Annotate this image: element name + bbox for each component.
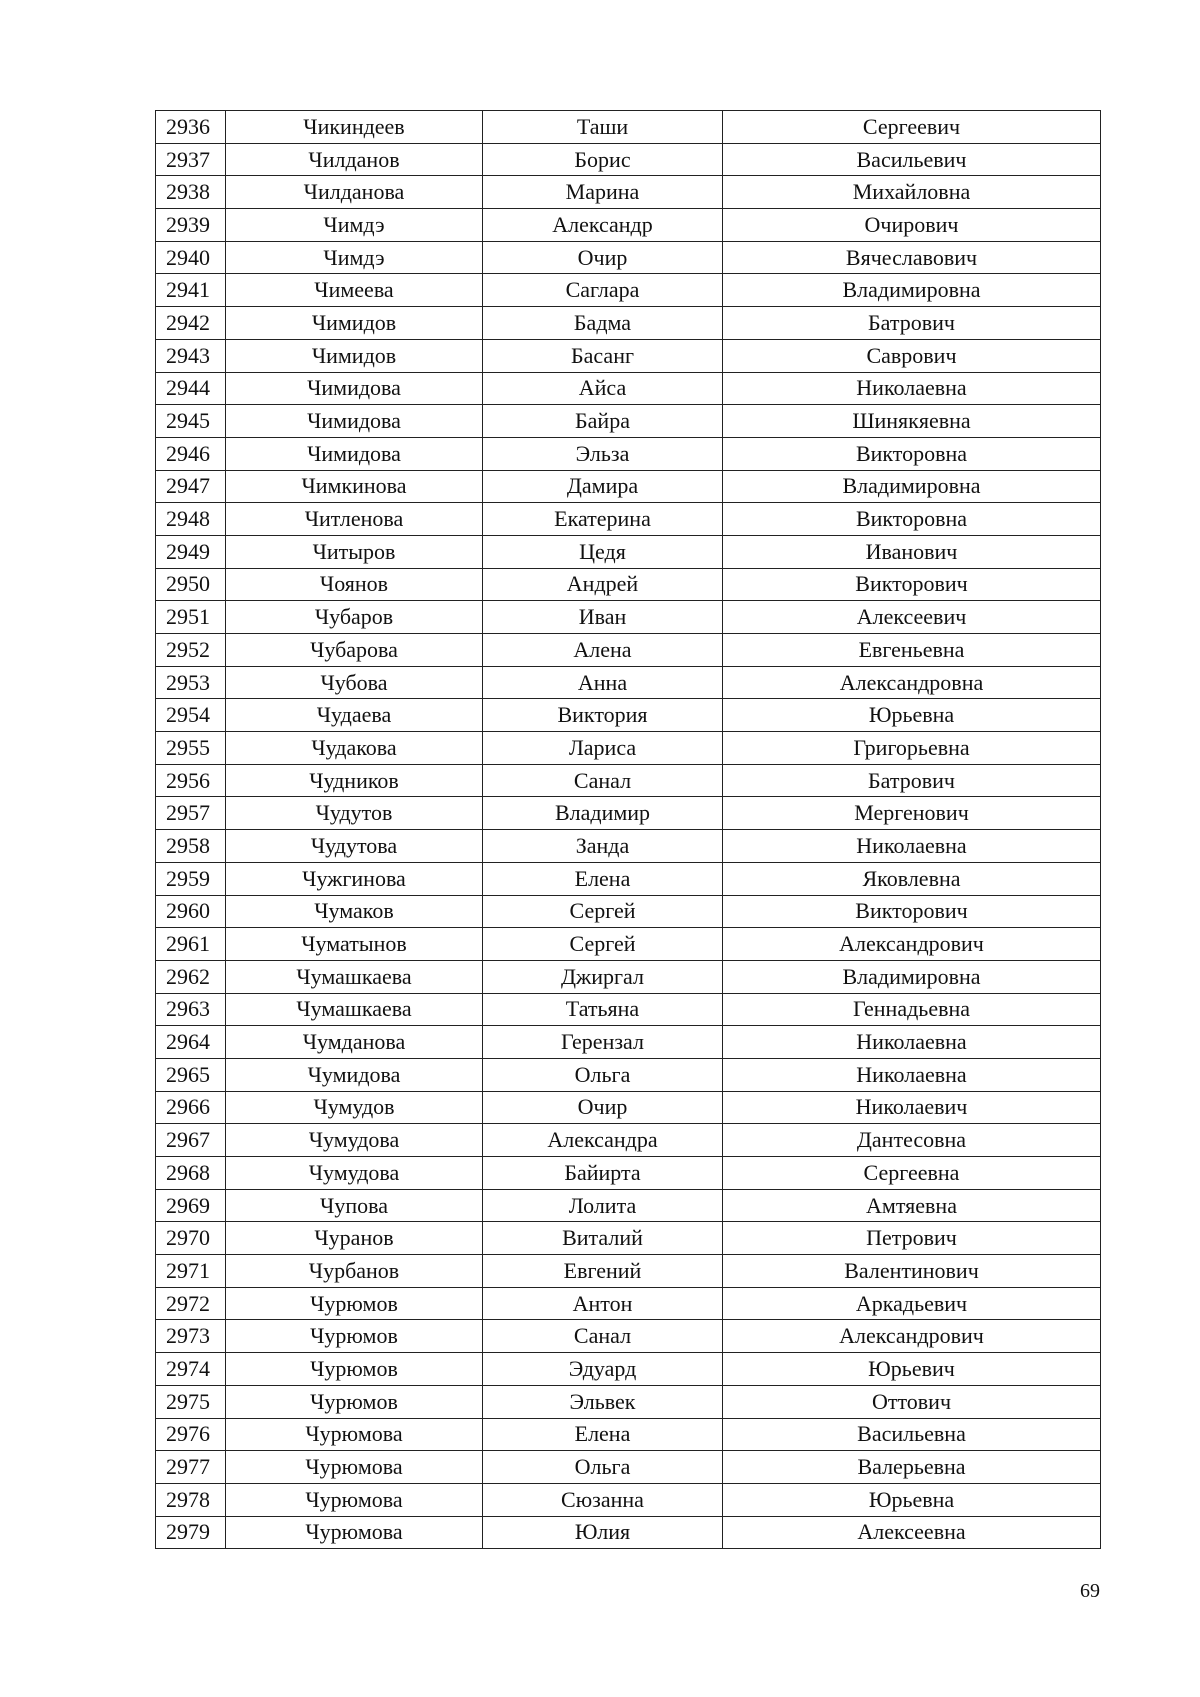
last-name-cell: Чимидова	[226, 372, 483, 405]
first-name-cell: Алена	[483, 634, 723, 667]
first-name-cell: Джиргал	[483, 960, 723, 993]
row-number-cell: 2963	[156, 993, 226, 1026]
table-row	[156, 1418, 1101, 1451]
patronymic-cell: Алексеевна	[723, 1516, 1101, 1549]
first-name-cell: Екатерина	[483, 503, 723, 536]
first-name-cell: Александр	[483, 209, 723, 242]
row-number-cell: 2946	[156, 437, 226, 470]
patronymic-cell: Юрьевна	[723, 699, 1101, 732]
patronymic-cell: Васильевна	[723, 1418, 1101, 1451]
last-name-cell: Чурюмова	[226, 1451, 483, 1484]
first-name-cell: Лариса	[483, 732, 723, 765]
first-name-cell: Юлия	[483, 1516, 723, 1549]
first-name-cell: Байра	[483, 405, 723, 438]
row-number-cell: 2940	[156, 241, 226, 274]
first-name-cell: Елена	[483, 1418, 723, 1451]
table-row	[156, 568, 1101, 601]
table-row	[156, 666, 1101, 699]
row-number-cell: 2951	[156, 601, 226, 634]
first-name-cell: Иван	[483, 601, 723, 634]
row-number-cell: 2954	[156, 699, 226, 732]
table-row	[156, 143, 1101, 176]
patronymic-cell: Александрович	[723, 928, 1101, 961]
first-name-cell: Занда	[483, 830, 723, 863]
last-name-cell: Чилданов	[226, 143, 483, 176]
first-name-cell: Марина	[483, 176, 723, 209]
table-row	[156, 1320, 1101, 1353]
table-row	[156, 1058, 1101, 1091]
first-name-cell: Ольга	[483, 1451, 723, 1484]
first-name-cell: Дамира	[483, 470, 723, 503]
row-number-cell: 2949	[156, 535, 226, 568]
row-number-cell: 2978	[156, 1483, 226, 1516]
row-number-cell: 2939	[156, 209, 226, 242]
row-number-cell: 2943	[156, 339, 226, 372]
last-name-cell: Чумудова	[226, 1157, 483, 1190]
first-name-cell: Санал	[483, 1320, 723, 1353]
last-name-cell: Чумданова	[226, 1026, 483, 1059]
table-row	[156, 960, 1101, 993]
table-row	[156, 405, 1101, 438]
patronymic-cell: Владимировна	[723, 274, 1101, 307]
table-row	[156, 1385, 1101, 1418]
patronymic-cell: Оттович	[723, 1385, 1101, 1418]
last-name-cell: Читыров	[226, 535, 483, 568]
row-number-cell: 2961	[156, 928, 226, 961]
last-name-cell: Читленова	[226, 503, 483, 536]
patronymic-cell: Александровна	[723, 666, 1101, 699]
last-name-cell: Чубаров	[226, 601, 483, 634]
table-row	[156, 339, 1101, 372]
row-number-cell: 2942	[156, 307, 226, 340]
patronymic-cell: Саврович	[723, 339, 1101, 372]
patronymic-cell: Вячеславович	[723, 241, 1101, 274]
table-row	[156, 503, 1101, 536]
last-name-cell: Чимидова	[226, 405, 483, 438]
row-number-cell: 2970	[156, 1222, 226, 1255]
first-name-cell: Александра	[483, 1124, 723, 1157]
row-number-cell: 2936	[156, 111, 226, 144]
last-name-cell: Чудаева	[226, 699, 483, 732]
row-number-cell: 2974	[156, 1353, 226, 1386]
first-name-cell: Саглара	[483, 274, 723, 307]
first-name-cell: Таши	[483, 111, 723, 144]
last-name-cell: Чурюмов	[226, 1320, 483, 1353]
row-number-cell: 2967	[156, 1124, 226, 1157]
patronymic-cell: Владимировна	[723, 960, 1101, 993]
last-name-cell: Чудакова	[226, 732, 483, 765]
last-name-cell: Чумашкаева	[226, 960, 483, 993]
first-name-cell: Очир	[483, 241, 723, 274]
patronymic-cell: Николаевич	[723, 1091, 1101, 1124]
patronymic-cell: Викторовна	[723, 437, 1101, 470]
first-name-cell: Сюзанна	[483, 1483, 723, 1516]
table-row	[156, 307, 1101, 340]
last-name-cell: Чимдэ	[226, 241, 483, 274]
last-name-cell: Чурюмов	[226, 1287, 483, 1320]
table-row	[156, 830, 1101, 863]
row-number-cell: 2957	[156, 797, 226, 830]
last-name-cell: Чупова	[226, 1189, 483, 1222]
first-name-cell: Герензал	[483, 1026, 723, 1059]
row-number-cell: 2950	[156, 568, 226, 601]
table-row	[156, 993, 1101, 1026]
patronymic-cell: Валентинович	[723, 1255, 1101, 1288]
table-row	[156, 437, 1101, 470]
row-number-cell: 2972	[156, 1287, 226, 1320]
patronymic-cell: Александрович	[723, 1320, 1101, 1353]
patronymic-cell: Евгеньевна	[723, 634, 1101, 667]
first-name-cell: Лолита	[483, 1189, 723, 1222]
table-row	[156, 895, 1101, 928]
last-name-cell: Чуранов	[226, 1222, 483, 1255]
row-number-cell: 2941	[156, 274, 226, 307]
patronymic-cell: Сергеевна	[723, 1157, 1101, 1190]
patronymic-cell: Юрьевич	[723, 1353, 1101, 1386]
row-number-cell: 2938	[156, 176, 226, 209]
table-row	[156, 732, 1101, 765]
last-name-cell: Чимидов	[226, 339, 483, 372]
patronymic-cell: Владимировна	[723, 470, 1101, 503]
last-name-cell: Чурюмов	[226, 1385, 483, 1418]
first-name-cell: Санал	[483, 764, 723, 797]
last-name-cell: Чимеева	[226, 274, 483, 307]
first-name-cell: Очир	[483, 1091, 723, 1124]
patronymic-cell: Викторович	[723, 895, 1101, 928]
patronymic-cell: Яковлевна	[723, 862, 1101, 895]
patronymic-cell: Алексеевич	[723, 601, 1101, 634]
table-row	[156, 274, 1101, 307]
table-row	[156, 241, 1101, 274]
last-name-cell: Чумашкаева	[226, 993, 483, 1026]
row-number-cell: 2947	[156, 470, 226, 503]
last-name-cell: Чимидова	[226, 437, 483, 470]
first-name-cell: Эдуард	[483, 1353, 723, 1386]
table-row	[156, 1451, 1101, 1484]
last-name-cell: Чурюмова	[226, 1483, 483, 1516]
patronymic-cell: Шинякяевна	[723, 405, 1101, 438]
row-number-cell: 2969	[156, 1189, 226, 1222]
last-name-cell: Чумудова	[226, 1124, 483, 1157]
last-name-cell: Чумаков	[226, 895, 483, 928]
first-name-cell: Анна	[483, 666, 723, 699]
patronymic-cell: Васильевич	[723, 143, 1101, 176]
table-row	[156, 699, 1101, 732]
row-number-cell: 2979	[156, 1516, 226, 1549]
first-name-cell: Татьяна	[483, 993, 723, 1026]
last-name-cell: Чумудов	[226, 1091, 483, 1124]
table-row	[156, 176, 1101, 209]
table-row	[156, 862, 1101, 895]
table-row	[156, 1189, 1101, 1222]
patronymic-cell: Мергенович	[723, 797, 1101, 830]
first-name-cell: Байирта	[483, 1157, 723, 1190]
table-row	[156, 1091, 1101, 1124]
table-row	[156, 1026, 1101, 1059]
last-name-cell: Чубова	[226, 666, 483, 699]
table-row	[156, 1157, 1101, 1190]
last-name-cell: Чимкинова	[226, 470, 483, 503]
last-name-cell: Чуматынов	[226, 928, 483, 961]
row-number-cell: 2973	[156, 1320, 226, 1353]
patronymic-cell: Аркадьевич	[723, 1287, 1101, 1320]
page-number: 69	[1080, 1580, 1100, 1602]
table-row	[156, 797, 1101, 830]
name-list-body	[156, 111, 1101, 1549]
table-row	[156, 634, 1101, 667]
last-name-cell: Чоянов	[226, 568, 483, 601]
patronymic-cell: Петрович	[723, 1222, 1101, 1255]
row-number-cell: 2966	[156, 1091, 226, 1124]
table-row	[156, 111, 1101, 144]
first-name-cell: Бадма	[483, 307, 723, 340]
last-name-cell: Чимидов	[226, 307, 483, 340]
row-number-cell: 2944	[156, 372, 226, 405]
last-name-cell: Чимдэ	[226, 209, 483, 242]
first-name-cell: Басанг	[483, 339, 723, 372]
first-name-cell: Антон	[483, 1287, 723, 1320]
row-number-cell: 2937	[156, 143, 226, 176]
first-name-cell: Сергей	[483, 928, 723, 961]
row-number-cell: 2976	[156, 1418, 226, 1451]
patronymic-cell: Дантесовна	[723, 1124, 1101, 1157]
patronymic-cell: Викторович	[723, 568, 1101, 601]
row-number-cell: 2952	[156, 634, 226, 667]
table-row	[156, 470, 1101, 503]
patronymic-cell: Николаевна	[723, 830, 1101, 863]
last-name-cell: Чубарова	[226, 634, 483, 667]
first-name-cell: Айса	[483, 372, 723, 405]
row-number-cell: 2956	[156, 764, 226, 797]
patronymic-cell: Геннадьевна	[723, 993, 1101, 1026]
last-name-cell: Чурюмова	[226, 1516, 483, 1549]
last-name-cell: Чудутова	[226, 830, 483, 863]
first-name-cell: Владимир	[483, 797, 723, 830]
patronymic-cell: Викторовна	[723, 503, 1101, 536]
patronymic-cell: Сергеевич	[723, 111, 1101, 144]
row-number-cell: 2971	[156, 1255, 226, 1288]
first-name-cell: Виталий	[483, 1222, 723, 1255]
patronymic-cell: Григорьевна	[723, 732, 1101, 765]
first-name-cell: Андрей	[483, 568, 723, 601]
table-row	[156, 1353, 1101, 1386]
table-row	[156, 764, 1101, 797]
row-number-cell: 2965	[156, 1058, 226, 1091]
patronymic-cell: Батрович	[723, 307, 1101, 340]
patronymic-cell: Николаевна	[723, 1026, 1101, 1059]
row-number-cell: 2959	[156, 862, 226, 895]
last-name-cell: Чумидова	[226, 1058, 483, 1091]
table-row	[156, 372, 1101, 405]
row-number-cell: 2977	[156, 1451, 226, 1484]
name-list-table	[155, 110, 1101, 1549]
row-number-cell: 2968	[156, 1157, 226, 1190]
last-name-cell: Чурюмова	[226, 1418, 483, 1451]
row-number-cell: 2964	[156, 1026, 226, 1059]
row-number-cell: 2945	[156, 405, 226, 438]
table-row	[156, 1483, 1101, 1516]
row-number-cell: 2948	[156, 503, 226, 536]
patronymic-cell: Амтяевна	[723, 1189, 1101, 1222]
first-name-cell: Елена	[483, 862, 723, 895]
row-number-cell: 2960	[156, 895, 226, 928]
table-row	[156, 1516, 1101, 1549]
row-number-cell: 2953	[156, 666, 226, 699]
row-number-cell: 2975	[156, 1385, 226, 1418]
last-name-cell: Чурюмов	[226, 1353, 483, 1386]
first-name-cell: Эльвек	[483, 1385, 723, 1418]
patronymic-cell: Иванович	[723, 535, 1101, 568]
last-name-cell: Чудников	[226, 764, 483, 797]
table-row	[156, 1124, 1101, 1157]
table-row	[156, 1222, 1101, 1255]
table-row	[156, 601, 1101, 634]
first-name-cell: Эльза	[483, 437, 723, 470]
table-row	[156, 1255, 1101, 1288]
first-name-cell: Ольга	[483, 1058, 723, 1091]
patronymic-cell: Очирович	[723, 209, 1101, 242]
table-row	[156, 1287, 1101, 1320]
last-name-cell: Чужгинова	[226, 862, 483, 895]
first-name-cell: Борис	[483, 143, 723, 176]
patronymic-cell: Николаевна	[723, 372, 1101, 405]
first-name-cell: Сергей	[483, 895, 723, 928]
patronymic-cell: Валерьевна	[723, 1451, 1101, 1484]
last-name-cell: Чикиндеев	[226, 111, 483, 144]
first-name-cell: Евгений	[483, 1255, 723, 1288]
row-number-cell: 2955	[156, 732, 226, 765]
patronymic-cell: Батрович	[723, 764, 1101, 797]
patronymic-cell: Николаевна	[723, 1058, 1101, 1091]
first-name-cell: Цедя	[483, 535, 723, 568]
row-number-cell: 2962	[156, 960, 226, 993]
table-row	[156, 209, 1101, 242]
last-name-cell: Чурбанов	[226, 1255, 483, 1288]
table-row	[156, 928, 1101, 961]
row-number-cell: 2958	[156, 830, 226, 863]
first-name-cell: Виктория	[483, 699, 723, 732]
last-name-cell: Чилданова	[226, 176, 483, 209]
last-name-cell: Чудутов	[226, 797, 483, 830]
patronymic-cell: Юрьевна	[723, 1483, 1101, 1516]
table-row	[156, 535, 1101, 568]
patronymic-cell: Михайловна	[723, 176, 1101, 209]
